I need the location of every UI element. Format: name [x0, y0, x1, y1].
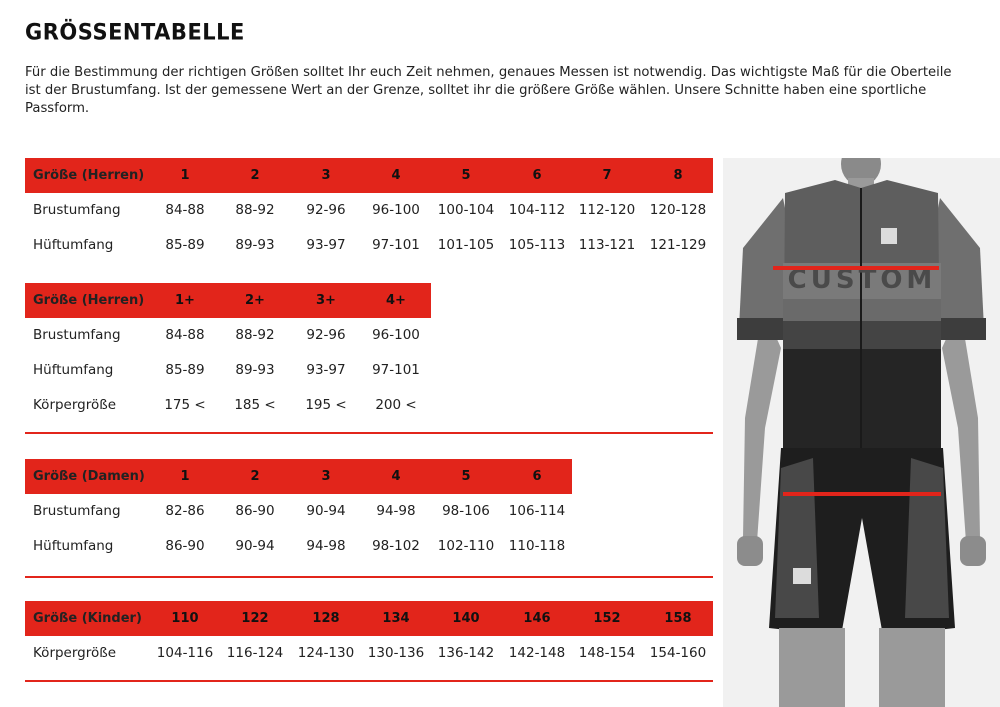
measure-cell: 113-121	[578, 237, 636, 253]
row-label: Brustumfang	[33, 327, 121, 343]
measure-cell: 148-154	[578, 645, 636, 661]
intro-text: Für die Bestimmung der richtigen Größen solltet Ihr euch Zeit nehmen, genaues Messen ist notwendig. Das wichtigste Maß für die Oberteile ist der Brustumfang. Ist der gemessene Wert an der Grenze, solltet ihr die größere Größe wählen. Unsere Schnitte haben eine sportliche Passform.	[25, 65, 952, 116]
table-row	[25, 228, 713, 263]
measure-cell: 90-94	[235, 538, 275, 554]
size-heading: 8	[673, 168, 683, 183]
measure-cell: 124-130	[297, 645, 355, 661]
size-heading: 6	[532, 469, 542, 484]
size-heading: 110	[171, 611, 199, 626]
measure-cell: 110-118	[508, 538, 566, 554]
measure-cell: 88-92	[235, 327, 275, 343]
header-label: Größe (Damen)	[33, 469, 145, 484]
measure-cell: 105-113	[508, 237, 566, 253]
measure-cell: 94-98	[306, 538, 346, 554]
measure-cell: 154-160	[649, 645, 707, 661]
measure-cell: 104-112	[508, 202, 566, 218]
size-heading: 4	[391, 469, 401, 484]
measure-cell: 89-93	[235, 237, 275, 253]
row-label: Körpergröße	[33, 397, 117, 413]
size-heading: 152	[593, 611, 621, 626]
size-heading: 3	[321, 168, 331, 183]
header-label: Größe (Herren)	[33, 168, 145, 183]
size-heading: 1	[180, 168, 190, 183]
table-row	[25, 318, 713, 353]
size-heading: 158	[664, 611, 692, 626]
row-label: Brustumfang	[33, 503, 121, 519]
measure-cell: 136-142	[437, 645, 495, 661]
measure-cell: 100-104	[437, 202, 495, 218]
table-divider	[25, 432, 713, 434]
measure-cell: 200 <	[375, 397, 417, 413]
measure-cell: 92-96	[306, 327, 346, 343]
size-heading: 5	[461, 168, 471, 183]
measure-cell: 97-101	[372, 237, 420, 253]
cyclist-figure	[723, 158, 1000, 707]
size-heading: 1+	[175, 293, 195, 308]
size-heading: 140	[452, 611, 480, 626]
table-header	[25, 459, 572, 494]
table-header	[25, 283, 431, 318]
measure-cell: 86-90	[165, 538, 205, 554]
jersey-print: CUSTOM	[787, 265, 937, 295]
size-heading: 4+	[386, 293, 406, 308]
table-header	[25, 601, 713, 636]
row-label: Körpergröße	[33, 645, 117, 661]
table-row	[25, 353, 713, 388]
table-row	[25, 529, 713, 564]
measure-cell: 121-129	[649, 237, 707, 253]
size-heading: 4	[391, 168, 401, 183]
measure-cell: 96-100	[372, 327, 420, 343]
measure-cell: 185 <	[234, 397, 276, 413]
measure-cell: 82-86	[165, 503, 205, 519]
size-heading: 146	[523, 611, 551, 626]
measure-cell: 86-90	[235, 503, 275, 519]
size-heading: 134	[382, 611, 410, 626]
measure-cell: 85-89	[165, 362, 205, 378]
size-heading: 2+	[245, 293, 265, 308]
size-heading: 7	[602, 168, 612, 183]
page-title: GRÖSSENTABELLE	[25, 19, 245, 45]
measure-cell: 94-98	[376, 503, 416, 519]
measure-cell: 112-120	[578, 202, 636, 218]
measure-cell: 93-97	[306, 237, 346, 253]
size-heading: 128	[312, 611, 340, 626]
measure-cell: 92-96	[306, 202, 346, 218]
size-heading: 122	[241, 611, 269, 626]
measure-cell: 88-92	[235, 202, 275, 218]
measure-cell: 84-88	[165, 202, 205, 218]
measure-cell: 93-97	[306, 362, 346, 378]
size-heading: 3+	[316, 293, 336, 308]
measure-cell: 96-100	[372, 202, 420, 218]
table-row	[25, 193, 713, 228]
measure-cell: 90-94	[306, 503, 346, 519]
model-photo	[723, 158, 1000, 707]
measure-cell: 85-89	[165, 237, 205, 253]
table-row	[25, 494, 713, 529]
measure-cell: 102-110	[437, 538, 495, 554]
measure-cell: 106-114	[508, 503, 566, 519]
table-divider	[25, 680, 713, 682]
header-label: Größe (Kinder)	[33, 611, 142, 626]
measure-cell: 98-102	[372, 538, 420, 554]
size-heading: 5	[461, 469, 471, 484]
measure-cell: 116-124	[226, 645, 284, 661]
size-heading: 6	[532, 168, 542, 183]
row-label: Hüftumfang	[33, 538, 114, 554]
table-row	[25, 636, 713, 671]
size-heading: 2	[250, 168, 260, 183]
measure-cell: 98-106	[442, 503, 490, 519]
measure-cell: 142-148	[508, 645, 566, 661]
size-heading: 3	[321, 469, 331, 484]
table-divider	[25, 576, 713, 578]
measure-cell: 89-93	[235, 362, 275, 378]
row-label: Hüftumfang	[33, 362, 114, 378]
measure-cell: 130-136	[367, 645, 425, 661]
measure-cell: 120-128	[649, 202, 707, 218]
row-label: Hüftumfang	[33, 237, 114, 253]
measure-cell: 195 <	[305, 397, 347, 413]
measure-cell: 104-116	[156, 645, 214, 661]
measure-cell: 175 <	[164, 397, 206, 413]
measure-cell: 97-101	[372, 362, 420, 378]
measure-cell: 84-88	[165, 327, 205, 343]
header-label: Größe (Herren)	[33, 293, 145, 308]
size-heading: 1	[180, 469, 190, 484]
table-row	[25, 388, 713, 423]
row-label: Brustumfang	[33, 202, 121, 218]
table-header	[25, 158, 713, 193]
measure-cell: 101-105	[437, 237, 495, 253]
size-heading: 2	[250, 469, 260, 484]
